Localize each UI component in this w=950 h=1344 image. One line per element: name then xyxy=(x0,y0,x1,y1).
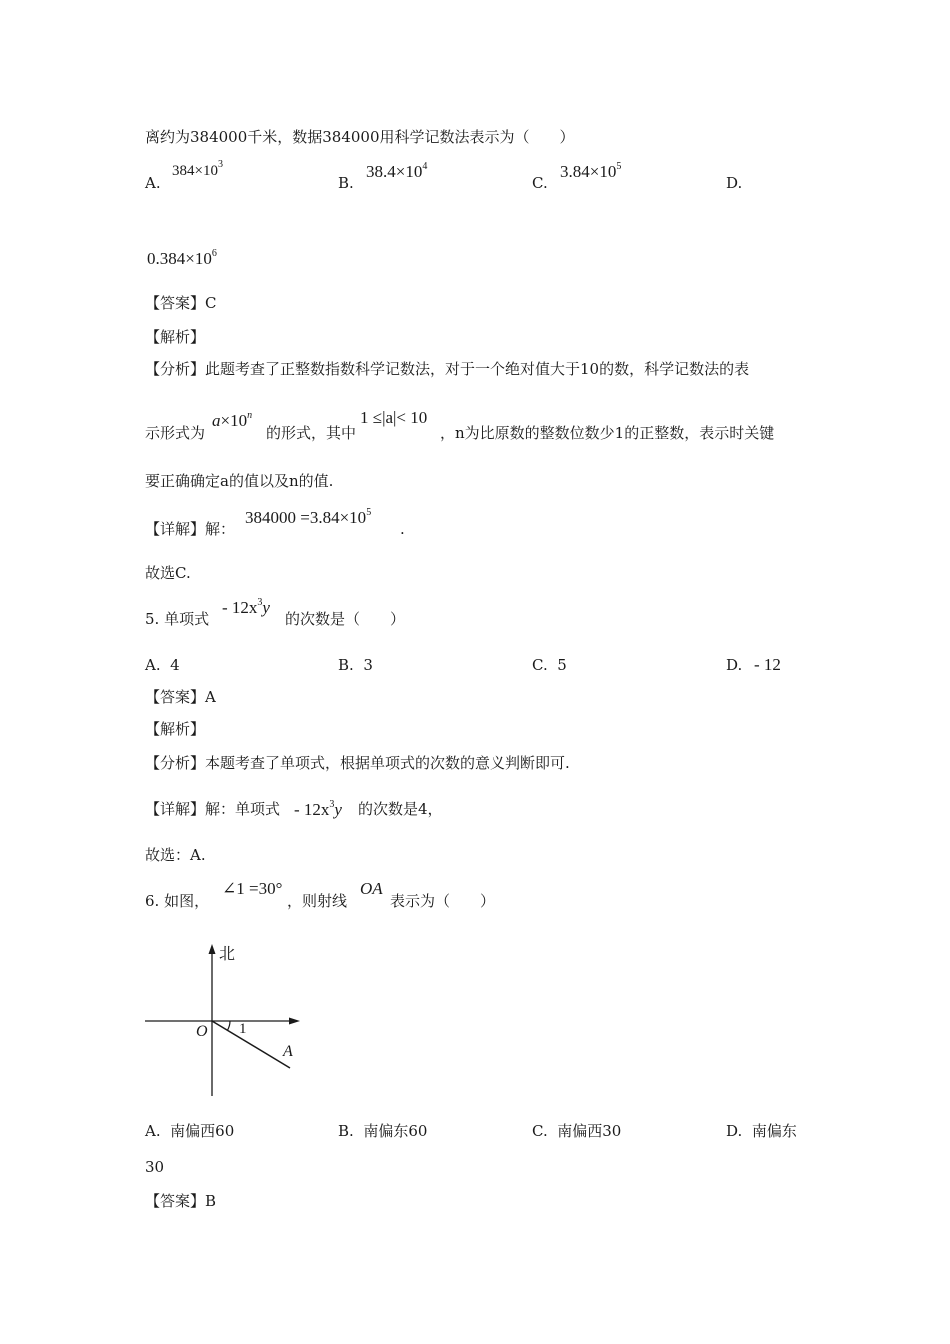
q5-option-b: B. 3 xyxy=(338,656,373,674)
direction-figure-svg xyxy=(140,940,310,1102)
q6-option-c: C. 南偏西30 xyxy=(532,1122,622,1140)
q4-option-c-math: $3.84\times 10^5$ xyxy=(560,161,622,181)
angle-label: 1 xyxy=(239,1021,247,1037)
q5-option-d: D. xyxy=(726,656,743,674)
q5-option-a: A. 4 xyxy=(145,656,180,674)
q4-answer: 【答案】C xyxy=(145,294,217,312)
q6-option-a: A. 南偏西60 xyxy=(145,1122,235,1140)
q5-option-d-value: - 12 xyxy=(754,655,781,674)
q5-analysis-title: 【解析】 xyxy=(145,720,206,738)
q4-option-d-label: D. xyxy=(726,174,743,192)
east-arrowhead xyxy=(289,1018,300,1025)
q5-stem-post: 的次数是（ ） xyxy=(285,610,406,628)
q6-stem-angle: ∠1 =30° xyxy=(222,879,283,898)
q4-analysis-range: 1 ≤|a|< 10 xyxy=(360,408,428,427)
q4-option-b xyxy=(338,176,354,191)
q5-stem-math: - $12x^3y$ xyxy=(222,597,270,617)
point-a-label: A xyxy=(283,1043,293,1060)
q4-analysis-formula: $a\times 10^n$ xyxy=(212,410,253,430)
q5-detail-post: 的次数是4， xyxy=(358,800,443,818)
q4-option-a xyxy=(145,176,161,191)
q6-option-d-wrap: 30 xyxy=(145,1158,165,1176)
q5-answer: 【答案】A xyxy=(145,688,216,706)
q4-detail-post: . xyxy=(400,520,405,538)
q5-analysis: 【分析】本题考查了单项式，根据单项式的次数的意义判断即可. xyxy=(145,754,570,772)
q5-stem: 5. 单项式 xyxy=(145,610,210,628)
q6-stem-post: 表示为（ ） xyxy=(390,892,496,910)
origin-label: O xyxy=(196,1023,208,1040)
q4-analysis-title: 【解析】 xyxy=(145,328,206,346)
north-arrowhead xyxy=(209,944,216,954)
q6-option-b: B. 南偏东60 xyxy=(338,1122,428,1140)
angle-arc xyxy=(227,1021,230,1030)
q6-stem-ray: OA xyxy=(360,879,383,898)
q4-analysis-line2-mid: 的形式，其中 xyxy=(266,424,357,442)
direction-figure xyxy=(140,940,310,1102)
q6-stem: 6. 如图， xyxy=(145,892,210,910)
q4-option-a-label: A. xyxy=(145,174,161,192)
q4-option-d-math: $0.384\times 10^6$ xyxy=(147,248,217,268)
q4-option-c xyxy=(532,176,548,191)
q5-choose: 故选：A. xyxy=(145,846,206,864)
q4-choose: 故选C. xyxy=(145,564,191,582)
ray-oa xyxy=(212,1021,290,1068)
q4-option-b-math: $38.4\times 10^4$ xyxy=(366,161,428,181)
q6-answer: 【答案】B xyxy=(145,1192,217,1210)
q4-analysis-line3: 要正确确定a的值以及n的值. xyxy=(145,472,334,490)
q4-detail: 【详解】解： xyxy=(145,520,236,538)
q5-option-c: C. 5 xyxy=(532,656,567,674)
north-label: 北 xyxy=(219,944,236,963)
q4-option-a-math: $384\times 10^3$ xyxy=(172,159,223,179)
q6-stem-mid: ，则射线 xyxy=(287,892,348,910)
q5-detail-math: - $12x^3y$ xyxy=(294,799,342,819)
q4-analysis-line2: 示形式为 xyxy=(145,424,206,442)
q4-analysis-line2-post: ，n为比原数的整数位数少1的正整数，表示时关键 xyxy=(440,424,775,442)
q4-option-d xyxy=(726,176,742,191)
q4-option-b-label: B. xyxy=(338,174,354,192)
q4-analysis-line1: 【分析】此题考查了正整数指数科学记数法，对于一个绝对值大于10的数，科学记数法的表 xyxy=(145,360,750,378)
q5-detail: 【详解】解：单项式 xyxy=(145,800,281,818)
question-4-stem-tail: 离约为384000千米，数据384000用科学记数法表示为（ ） xyxy=(145,128,575,146)
q6-option-d: D. 南偏东 xyxy=(726,1122,797,1140)
q4-detail-math: $384000 =3.84\times 10^5$ xyxy=(245,507,372,527)
q4-option-c-label: C. xyxy=(532,174,548,192)
